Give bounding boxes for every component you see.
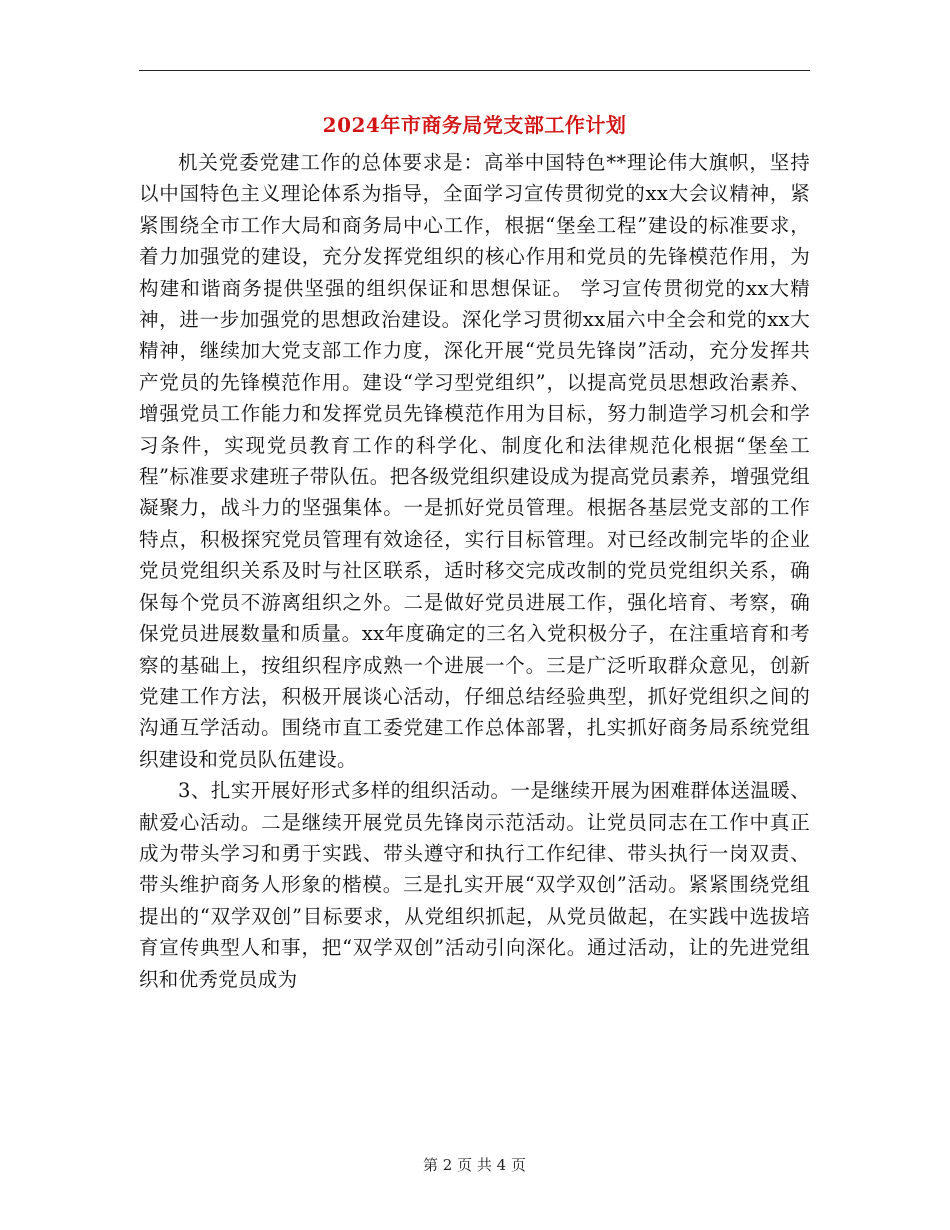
header-rule xyxy=(139,70,810,71)
paragraph-2: 3、扎实开展好形式多样的组织活动。一是继续开展为困难群体送温暖、献爱心活动。二是继续开展党员先锋岗示范活动。让党员同志在工作中真正成为带头学习和勇于实践、带头遵守和执行工作纪律、带头执行一岗双责、带头维护商务人形象的楷模。三是扎实开展“双学双创”活动。紧紧围绕党组提出的“双学双创”目标要求，从党组织抓起，从党员做起，在实践中选拔培育宣传典型人和事，把“双学双创”活动引向深化。通过活动，让的先进党组织和优秀党员成为 xyxy=(139,779,810,991)
page-number-footer: 第 2 页 共 4 页 xyxy=(423,1156,526,1174)
paragraph-1: 机关党委党建工作的总体要求是：高举中国特色**理论伟大旗帜，坚持以中国特色主义理论体系为指导，全面学习宣传贯彻党的xx大会议精神，紧紧围绕全市工作大局和商务局中心工作，根据“堡垒工程”建设的标准要求，着力加强党的建设，充分发挥党组织的核心作用和党员的先锋模范作用，为构建和谐商务提供坚强的组织保证和思想保证。 学习宣传贯彻党的xx大精神，进一步加强党的思想政治建设。深化学习贯彻xx届六中全会和党的xx大精神，继续加大党支部工作力度，深化开展“党员先锋岗”活动，充分发挥共产党员的先锋模范作用。建设“学习型党组织”，以提高党员思想政治素养、增强党员工作能力和发挥党员先锋模范作用为目标，努力制造学习机会和学习条件，实现党员教育工作的科学化、制度化和法律规范化根据“堡垒工程”标准要求建班子带队伍。把各级党组织建设成为提高党员素养，增强党组凝聚力，战斗力的坚强集体。一是抓好党员管理。根据各基层党支部的工作特点，积极探究党员管理有效途径，实行目标管理。对已经改制完毕的企业党员党组织关系及时与社区联系，适时移交完成改制的党员党组织关系，确保每个党员不游离组织之外。二是做好党员进展工作，强化培育、考察，确保党员进展数量和质量。xx年度确定的三名入党积极分子，在注重培育和考察的基础上，按组织程序成熟一个进展一个。三是广泛听取群众意见，创新党建工作方法，积极开展谈心活动，仔细总结经验典型，抓好党组织之间的沟通互学活动。围绕市直工委党建工作总体部署，扎实抓好商务局系统党组织建设和党员队伍建设。 xyxy=(139,151,810,771)
document-title: 2024年市商务局党支部工作计划 xyxy=(322,113,627,137)
document-body xyxy=(139,147,810,995)
